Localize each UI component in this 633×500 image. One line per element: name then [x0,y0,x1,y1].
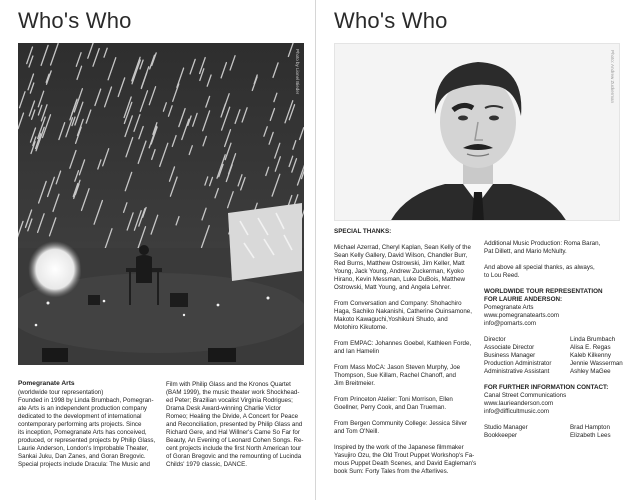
thanks-line: Haga, Sachiko Nakanishi, Catherine Ouinsamone, [334,308,472,315]
further-info-line: info@difficultmusic.com [484,408,549,415]
additional-music-production [484,240,630,256]
left-col1-line: Sankai Juku, Dan Zanes, and Goran Bregovic. [18,453,146,460]
left-col2-line: (BAM 1999), the music theater work Shockhead- [166,389,300,396]
left-col2-line: Beauty, An Evening of Leonard Cohen Songs. Re- [166,437,304,444]
thanks-block [334,340,480,356]
thanks-block [334,396,480,412]
left-column-1 [18,389,156,469]
tour-info-line: Pomegranate Arts [484,304,534,311]
thanks-line: Jim Breitmeier. [334,380,375,387]
portrait-illustration [335,44,620,221]
thanks-line: mous Puppet Death Scenes, and David Eagleman's [334,460,477,467]
thanks-line: Yasujiro Ozu, the Old Trout Puppet Workshop's Fa- [334,452,475,459]
right-page-heading: Who's Who [334,8,448,33]
thanks-line: Goellner, Perry Cook, and Dan Trueman. [334,404,447,411]
thanks-line: Motohiro Kikutome. [334,324,388,331]
and-above-line: And above all special thanks, as always, [484,264,595,271]
thanks-line: Makoto Kawaguchi,Yoshikuni Shudo, and [334,316,448,323]
further-info-line: www.laurieanderson.com [484,400,554,407]
and-above-line: to Lou Reed. [484,272,520,279]
thanks-line: Ostrowski, Matt Young, and Angela Lehrer. [334,284,451,291]
further-info-title: FOR FURTHER INFORMATION CONTACT: [484,384,609,391]
left-col1-line: (worldwide tour representation) [18,389,104,396]
additional-line: Additional Music Production: Roma Baran, [484,240,601,247]
left-col2-line: and Reconciliation, presented by Philip Glass and [166,421,303,428]
left-col2-line: cent projects include the first North American tour [166,445,302,452]
thanks-line: Thompson, Sue Killam, Rachel Chanoff, and [334,372,456,379]
org-title: Pomegranate Arts [18,380,75,387]
thanks-block [334,364,480,388]
left-photo-credit: Photo by Lionel Bieder [295,49,300,95]
left-page-heading: Who's Who [18,8,132,33]
portrait-photo [334,43,620,221]
left-col1-line: ate Arts is an independent production company [18,405,147,412]
thanks-line: and Ian Hamelin [334,348,380,355]
tour-rep-info [484,304,630,328]
staff-role: Business Manager [484,352,536,359]
thanks-line: From EMPAC: Johannes Goebel, Kathleen Forde, [334,340,472,347]
right-photo-credit: Photo: Andrew Zuckerman [610,50,615,104]
thanks-line: Sean Kelly Gallery, David Wilson, Chandler Burr, [334,252,468,259]
and-above-all [484,264,630,280]
thanks-block [334,444,480,476]
thanks-line: Michael Azerrad, Cheryl Kaplan, Sean Kelly of the [334,244,471,251]
staff-role: Associate Director [484,344,535,351]
left-col2-line: Richard Gere, and Hal Willner's Came So Far for [166,429,300,436]
staff-role: Studio Manager [484,424,528,431]
credits-column [484,240,630,440]
left-column-2 [166,381,308,469]
thanks-line: Red Burns, Matthew Ostrowski, Jim Keller, Matt [334,260,465,267]
left-col2-line: Childs' 1979 classic, DANCE. [166,461,247,468]
left-col2-line: ed Peter; Brazilian vocalist Virginia Rodrigues; [166,397,293,404]
tour-info-line: info@pomarts.com [484,320,537,327]
tour-title-line: FOR LAURIE ANDERSON: [484,296,563,303]
left-col1-line: contemporary performing arts projects. Since [18,421,142,428]
stage-performance-photo [18,43,304,365]
staff-role: Administrative Assistant [484,368,550,375]
left-col2-line: Film with Philip Glass and the Kronos Quartet [166,381,291,388]
left-col1-line: dedicated to the development of international [18,413,142,420]
thanks-line: Inspired by the work of the Japanese filmmaker [334,444,464,451]
thanks-block [334,244,480,292]
left-col1-line: Laurie Anderson, London's Improbable Theater, [18,445,149,452]
special-thanks-column [334,228,480,484]
thanks-line: and Tom O'Neill. [334,428,380,435]
left-col2-line: of Goran Bregovic and the remounting of Lucinda [166,453,302,460]
left-col2-line: Romeo; Healing the Divide, A Concert for Peace [166,413,299,420]
staff-name: Kaleb Kilkenny [570,352,611,359]
thanks-line: From Conversation and Company: Shohachiro [334,300,462,307]
staff-name: Ashley MaGee [570,368,611,375]
right-page [316,0,633,500]
left-col1-line: its inception, Pomegranate Arts has conceived, [18,429,147,436]
thanks-block [334,420,480,436]
left-col1-line: Founded in 1998 by Linda Brumbach, Pomegran- [18,397,154,404]
staff-name: Alisa E. Regas [570,344,611,351]
left-page [0,0,316,500]
thanks-line: book Sum: Forty Tales from the Afterlives. [334,468,449,475]
further-info-line: Canal Street Communications [484,392,567,399]
staff-name: Brad Hampton [570,424,610,431]
staff-role: Bookkeeper [484,432,518,439]
tour-rep-title [484,288,630,304]
additional-line: Pat Dillett, and Mario McNulty. [484,248,567,255]
thanks-line: From Mass MoCA: Jason Steven Murphy, Joe [334,364,461,371]
staff-name: Linda Brumbach [570,336,616,343]
tour-info-line: www.pomegranatearts.com [484,312,559,319]
staff-list-pomegranate [484,336,630,376]
staff-role: Production Administrator [484,360,552,367]
thanks-line: From Princeton Atelier: Toni Morrison, Ellen [334,396,453,403]
thanks-block [334,300,480,332]
staff-role: Director [484,336,506,343]
staff-name: Elizabeth Lees [570,432,611,439]
left-col1-line: Special projects include Dracula: The Music and [18,461,150,468]
thanks-line: From Bergen Community College: Jessica Silver [334,420,468,427]
special-thanks-title: SPECIAL THANKS: [334,228,392,235]
left-col1-line: produced, or represented projects by Philip Glass, [18,437,156,444]
left-col2-line: Drama Desk Award-winning Charlie Victor [166,405,281,412]
staff-list-canal [484,424,630,440]
thanks-line: Hirano, Kevin Messman, Luke DuBois, Matthew [334,276,466,283]
stage-photo-illustration [18,43,304,365]
thanks-line: Young, Jack Young, Andrew Zuckerman, Kyoko [334,268,464,275]
thanks-list [334,244,480,476]
staff-name: Jennie Wasserman [570,360,623,367]
further-info [484,392,630,416]
tour-title-line: WORLDWIDE TOUR REPRESENTATION [484,288,603,295]
